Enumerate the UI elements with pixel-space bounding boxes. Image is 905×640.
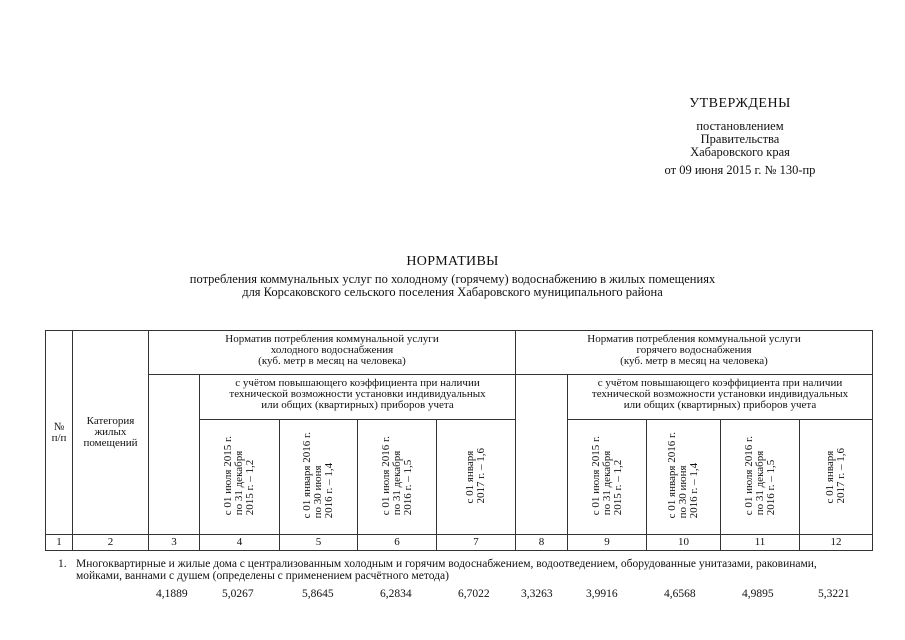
header-hot-base: [516, 375, 568, 535]
col-number: 3: [149, 535, 200, 551]
col-number: 4: [200, 535, 280, 551]
header-category: Категория жилых помещений: [73, 331, 149, 535]
hot-period-3: [721, 420, 800, 535]
subtitle-line-1: потребления коммунальных услуг по холодному (горячему) водоснабжению в жилых помещениях: [189, 272, 716, 286]
approval-line-1: постановлением: [696, 119, 784, 133]
document-subtitle: [0, 273, 905, 299]
hot-period-2: [647, 420, 721, 535]
approval-line-3: Хабаровского края: [690, 145, 790, 159]
value-hot-period-4: 5,3221: [818, 588, 850, 600]
value-cold-period-3: 6,2834: [380, 588, 412, 600]
col-number: 9: [568, 535, 647, 551]
col-number: 1: [46, 535, 73, 551]
header-cold-water: Норматив потребления коммунальной услуги холодного водоснабжения (куб. метр в месяц на человека): [149, 331, 516, 375]
approval-date: от 09 июня 2015 г. № 130-пр: [664, 163, 816, 177]
value-cold-period-1: 5,0267: [222, 588, 254, 600]
document-title: НОРМАТИВЫ: [406, 254, 499, 269]
cold-period-1: [200, 420, 280, 535]
hot-period-1-label: с 01 июля 2015 г. по 31 декабря 2015 г. – 1,2: [589, 435, 624, 516]
column-number-row: [46, 535, 873, 551]
approval-heading: УТВЕРЖДЕНЫ: [689, 96, 791, 111]
col-number: 8: [516, 535, 568, 551]
hot-period-1: [568, 420, 647, 535]
value-cold-base: 4,1889: [156, 588, 188, 600]
hot-period-3-label: с 01 июля 2016 г. по 31 декабря 2016 г. – 1,5: [742, 435, 777, 516]
col-number: 6: [358, 535, 437, 551]
approval-block: [640, 96, 840, 177]
col-number: 11: [721, 535, 800, 551]
header-cold-base: [149, 375, 200, 535]
cold-period-4: [437, 420, 516, 535]
cold-period-2: [280, 420, 358, 535]
col-number: 7: [437, 535, 516, 551]
hot-period-4: [800, 420, 873, 535]
subtitle-line-2: для Корсаковского сельского поселения Хабаровского муниципального района: [242, 285, 663, 299]
col-number: 2: [73, 535, 149, 551]
value-cold-period-2: 5,8645: [302, 588, 334, 600]
col-number: 12: [800, 535, 873, 551]
header-cold-coefficient: с учётом повышающего коэффициента при наличии технической возможности установки индивидуальных или общих (квартирных) приборов учета: [200, 375, 516, 420]
cold-period-4-label: с 01 января 2017 г. – 1,6: [464, 447, 487, 504]
value-hot-period-2: 4,6568: [664, 588, 696, 600]
approval-line-2: Правительства: [700, 132, 780, 146]
value-hot-period-3: 4,9895: [742, 588, 774, 600]
value-cold-period-4: 6,7022: [458, 588, 490, 600]
value-hot-period-1: 3,9916: [586, 588, 618, 600]
hot-period-2-label: с 01 января 2016 г. по 30 июня 2016 г. – 1,4: [666, 432, 700, 519]
cold-period-3: [358, 420, 437, 535]
cold-period-2-label: с 01 января 2016 г. по 30 июня 2016 г. – 1,4: [301, 432, 335, 519]
norms-table: [45, 330, 873, 551]
cold-period-3-label: с 01 июля 2016 г. по 31 декабря 2016 г. – 1,5: [379, 435, 414, 516]
col-number: 10: [647, 535, 721, 551]
col-number: 5: [280, 535, 358, 551]
value-hot-base: 3,3263: [521, 588, 553, 600]
header-num: № п/п: [46, 331, 73, 535]
hot-period-4-label: с 01 января 2017 г. – 1,6: [824, 447, 847, 504]
header-hot-coefficient: с учётом повышающего коэффициента при наличии технической возможности установки индивидуальных или общих (квартирных) приборов учета: [568, 375, 873, 420]
row-number: 1.: [58, 558, 67, 570]
cold-period-1-label: с 01 июля 2015 г. по 31 декабря 2015 г. – 1,2: [222, 435, 256, 516]
header-hot-water: Норматив потребления коммунальной услуги горячего водоснабжения (куб. метр в месяц на человека): [516, 331, 873, 375]
row-description: Многоквартирные и жилые дома с централизованным холодным и горячим водоснабжением, водоотведением, оборудованные унитазами, раковинами, мойками, ваннами с душем (определены с применением расчётного метода): [76, 558, 817, 582]
